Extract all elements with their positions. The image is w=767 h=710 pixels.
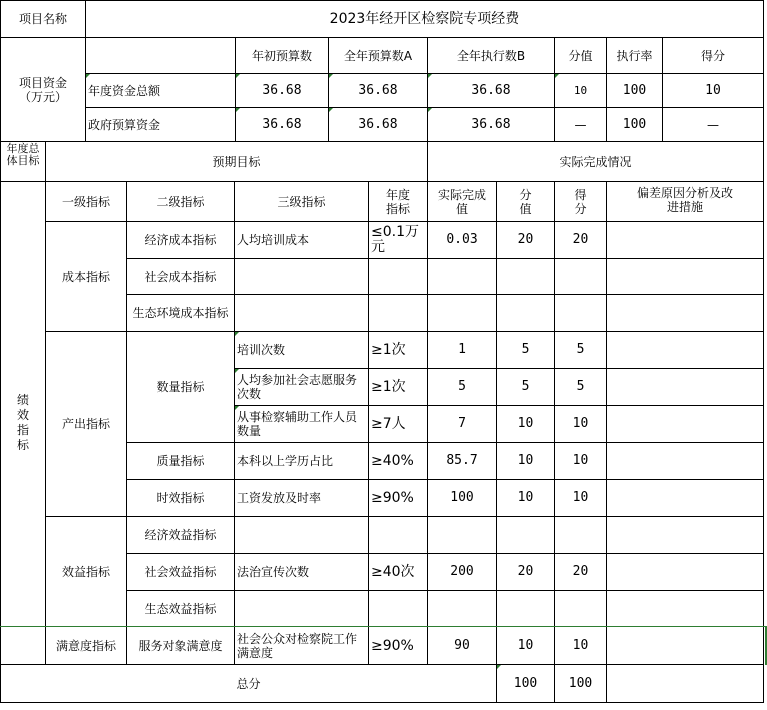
funds-col-executed: 全年执行数B	[428, 38, 555, 74]
row-aux-staff-score: 10	[555, 406, 607, 443]
row-train-count-target: ≥1次	[369, 332, 428, 369]
col-actual-value: 实际完成值	[428, 182, 497, 222]
row-publicity-name: 法治宣传次数	[235, 554, 369, 591]
level2-service-satisfaction: 服务对象满意度	[127, 627, 235, 665]
total-deviation	[607, 665, 764, 703]
funds-col-budget-start: 年初预算数	[236, 38, 329, 74]
row-publicity-deviation	[607, 554, 764, 591]
empty-cell	[369, 591, 428, 627]
col-level1: 一级指标	[46, 182, 127, 222]
actual-completion-header: 实际完成情况	[428, 142, 764, 182]
empty-cell	[428, 259, 497, 295]
row-train-cost-actual: 0.03	[428, 222, 497, 259]
col-score: 得分	[555, 182, 607, 222]
row-satisfaction-value: 10	[497, 627, 555, 665]
row-train-cost-name: 人均培训成本	[235, 222, 369, 259]
row-satisfaction-target: ≥90%	[369, 627, 428, 665]
empty-cell	[428, 591, 497, 627]
empty-cell	[369, 295, 428, 332]
level2-social-benefit: 社会效益指标	[127, 554, 235, 591]
row-wage-score: 10	[555, 480, 607, 517]
funds-total-budget-full: 36.68	[329, 74, 428, 108]
empty-cell	[497, 259, 555, 295]
group-benefit: 效益指标	[46, 517, 127, 627]
row-train-count-actual: 1	[428, 332, 497, 369]
performance-indicator-label: 绩效指标	[0, 182, 46, 665]
funds-total-executed: 36.68	[428, 74, 555, 108]
empty-cell	[555, 591, 607, 627]
row-train-count-score: 5	[555, 332, 607, 369]
funds-total-score: 10	[663, 74, 764, 108]
level2-social-cost: 社会成本指标	[127, 259, 235, 295]
empty-cell	[369, 259, 428, 295]
funds-header-blank	[86, 38, 236, 74]
empty-cell	[607, 591, 764, 627]
empty-cell	[497, 295, 555, 332]
col-annual: 年度指标	[369, 182, 428, 222]
total-score: 100	[555, 665, 607, 703]
expected-goal-header: 预期目标	[46, 142, 428, 182]
funds-gov-budget-full: 36.68	[329, 108, 428, 142]
funds-row-total-label: 年度资金总额	[86, 74, 236, 108]
level2-eco-benefit: 生态效益指标	[127, 591, 235, 627]
row-volunteer-name: 人均参加社会志愿服务次数	[235, 369, 369, 406]
row-volunteer-target: ≥1次	[369, 369, 428, 406]
level2-econ-cost: 经济成本指标	[127, 222, 235, 259]
group-output: 产出指标	[46, 332, 127, 517]
level2-timeliness: 时效指标	[127, 480, 235, 517]
row-wage-target: ≥90%	[369, 480, 428, 517]
empty-cell	[369, 517, 428, 554]
empty-cell	[235, 259, 369, 295]
group-satisfaction: 满意度指标	[46, 627, 127, 665]
row-aux-staff-name: 从事检察辅助工作人员数量	[235, 406, 369, 443]
empty-cell	[428, 295, 497, 332]
empty-cell	[555, 259, 607, 295]
funds-gov-score-value: —	[555, 108, 607, 142]
funds-gov-score: —	[663, 108, 764, 142]
row-aux-staff-target: ≥7人	[369, 406, 428, 443]
row-volunteer-value: 5	[497, 369, 555, 406]
empty-cell	[607, 259, 764, 295]
row-degree-target: ≥40%	[369, 443, 428, 480]
empty-cell	[235, 295, 369, 332]
row-train-cost-target: ≤0.1万元	[369, 222, 428, 259]
funds-total-budget-start: 36.68	[236, 74, 329, 108]
row-volunteer-deviation	[607, 369, 764, 406]
row-volunteer-score: 5	[555, 369, 607, 406]
row-wage-name: 工资发放及时率	[235, 480, 369, 517]
funds-total-exec-rate: 100	[607, 74, 663, 108]
empty-cell	[497, 517, 555, 554]
row-train-cost-deviation	[607, 222, 764, 259]
funds-label: 项目资金 （万元）	[0, 38, 86, 142]
empty-cell	[235, 591, 369, 627]
funds-col-score-value: 分值	[555, 38, 607, 74]
empty-cell	[607, 295, 764, 332]
empty-cell	[428, 517, 497, 554]
overall-goal-label: 年度总体目标	[0, 142, 46, 182]
row-satisfaction-name: 社会公众对检察院工作满意度	[235, 627, 369, 665]
row-wage-value: 10	[497, 480, 555, 517]
funds-col-budget-full: 全年预算数A	[329, 38, 428, 74]
project-name-label: 项目名称	[0, 0, 86, 38]
funds-gov-executed: 36.68	[428, 108, 555, 142]
col-level3: 三级指标	[235, 182, 369, 222]
row-train-count-value: 5	[497, 332, 555, 369]
row-train-count-name: 培训次数	[235, 332, 369, 369]
funds-gov-budget-start: 36.68	[236, 108, 329, 142]
total-label: 总分	[0, 665, 497, 703]
row-wage-deviation	[607, 480, 764, 517]
row-satisfaction-deviation	[607, 627, 764, 665]
empty-cell	[607, 517, 764, 554]
row-volunteer-actual: 5	[428, 369, 497, 406]
project-name-value: 2023年经开区检察院专项经费	[86, 0, 764, 38]
row-degree-score: 10	[555, 443, 607, 480]
row-publicity-value: 20	[497, 554, 555, 591]
row-degree-value: 10	[497, 443, 555, 480]
funds-col-score: 得分	[663, 38, 764, 74]
col-deviation: 偏差原因分析及改进措施	[607, 182, 764, 222]
row-aux-staff-deviation	[607, 406, 764, 443]
row-publicity-actual: 200	[428, 554, 497, 591]
row-aux-staff-actual: 7	[428, 406, 497, 443]
row-degree-name: 本科以上学历占比	[235, 443, 369, 480]
row-publicity-score: 20	[555, 554, 607, 591]
row-publicity-target: ≥40次	[369, 554, 428, 591]
level2-eco-cost: 生态环境成本指标	[127, 295, 235, 332]
level2-quality: 质量指标	[127, 443, 235, 480]
empty-cell	[235, 517, 369, 554]
col-score-value: 分值	[497, 182, 555, 222]
row-satisfaction-actual: 90	[428, 627, 497, 665]
row-train-count-deviation	[607, 332, 764, 369]
row-wage-actual: 100	[428, 480, 497, 517]
funds-total-score-value: 10	[555, 74, 607, 108]
total-value: 100	[497, 665, 555, 703]
funds-gov-exec-rate: 100	[607, 108, 663, 142]
funds-col-exec-rate: 执行率	[607, 38, 663, 74]
row-degree-deviation	[607, 443, 764, 480]
level2-quantity: 数量指标	[127, 332, 235, 443]
row-degree-actual: 85.7	[428, 443, 497, 480]
funds-row-gov-label: 政府预算资金	[86, 108, 236, 142]
empty-cell	[555, 295, 607, 332]
col-level2: 二级指标	[127, 182, 235, 222]
row-aux-staff-value: 10	[497, 406, 555, 443]
empty-cell	[555, 517, 607, 554]
row-satisfaction-score: 10	[555, 627, 607, 665]
row-train-cost-value: 20	[497, 222, 555, 259]
row-train-cost-score: 20	[555, 222, 607, 259]
empty-cell	[497, 591, 555, 627]
group-cost: 成本指标	[46, 222, 127, 332]
level2-econ-benefit: 经济效益指标	[127, 517, 235, 554]
selection-border-top	[0, 626, 767, 627]
